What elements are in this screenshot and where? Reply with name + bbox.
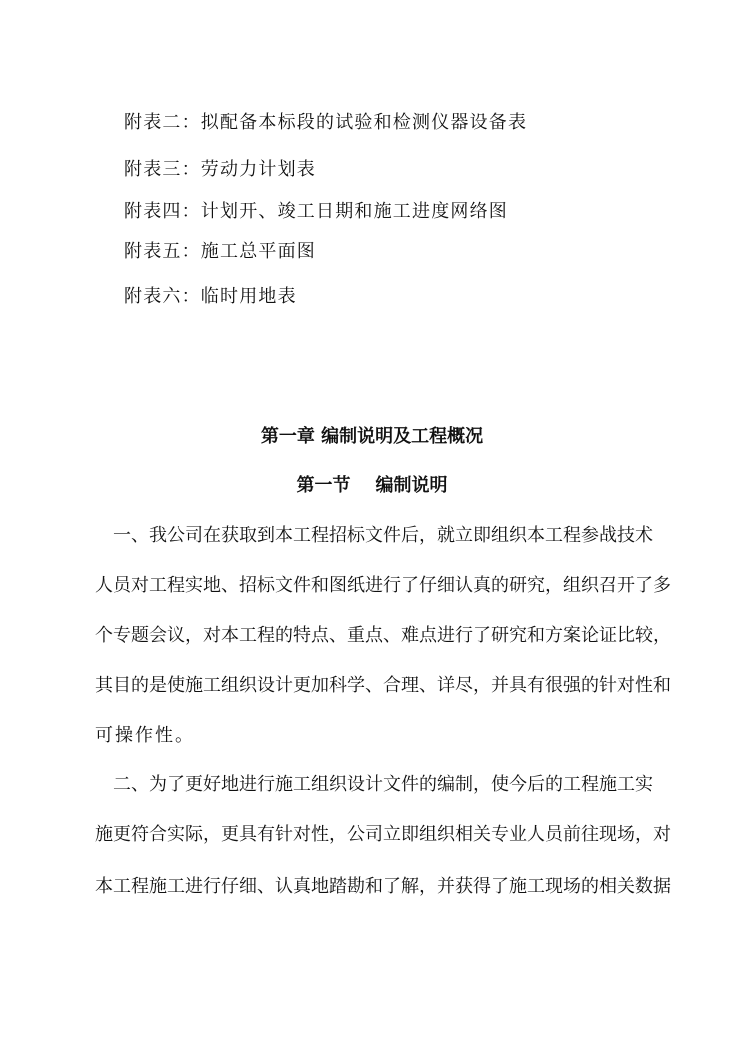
- paragraph-line: 人员对工程实地、招标文件和图纸进行了仔细认真的研究，组织召开了多: [95, 575, 671, 596]
- paragraph-line: 可操作性。: [95, 725, 195, 746]
- section-title: 第一节 编制说明: [296, 475, 448, 496]
- paragraph-line: 其目的是使施工组织设计更加科学、合理、详尽，并具有很强的针对性和: [95, 675, 671, 696]
- appendix-item: 附表四：计划开、竣工日期和施工进度网络图: [124, 201, 508, 222]
- chapter-title: 第一章 编制说明及工程概况: [260, 426, 484, 447]
- paragraph-line: 二、为了更好地进行施工组织设计文件的编制，使今后的工程施工实: [95, 774, 653, 795]
- appendix-item: 附表三：劳动力计划表: [124, 159, 316, 180]
- paragraph-line: 施更符合实际，更具有针对性，公司立即组织相关专业人员前往现场，对: [95, 824, 671, 845]
- appendix-item: 附表二：拟配备本标段的试验和检测仪器设备表: [124, 112, 528, 133]
- appendix-item: 附表六：临时用地表: [124, 286, 297, 307]
- paragraph-line: 一、我公司在获取到本工程招标文件后，就立即组织本工程参战技术: [95, 525, 653, 546]
- appendix-item: 附表五：施工总平面图: [124, 241, 316, 262]
- paragraph-line: 个专题会议，对本工程的特点、重点、难点进行了研究和方案论证比较，: [95, 625, 671, 646]
- paragraph-line: 本工程施工进行仔细、认真地踏勘和了解，并获得了施工现场的相关数据: [95, 876, 671, 897]
